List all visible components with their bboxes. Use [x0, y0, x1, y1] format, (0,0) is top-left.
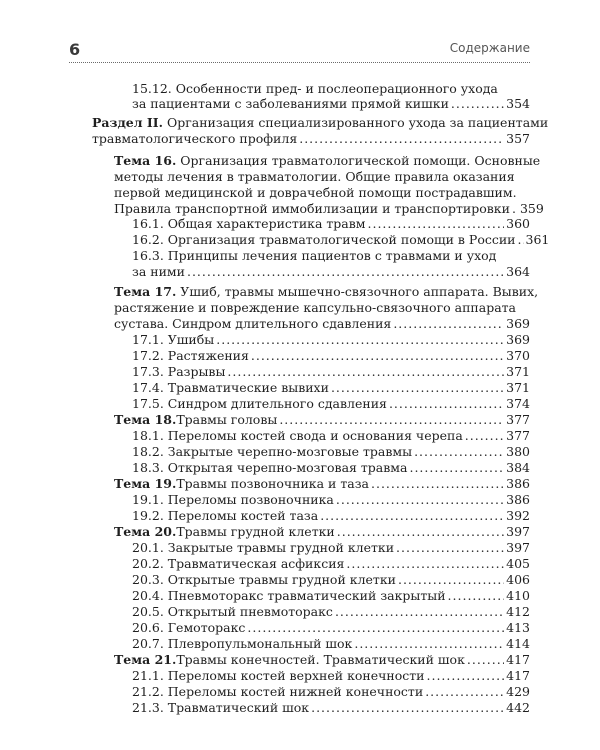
toc-entry[interactable]: 17.1. Ушибы ..... 369	[132, 330, 530, 349]
toc-entry[interactable]: 20.3. Открытые травмы грудной клетки ..... 406	[132, 570, 530, 589]
toc-entry[interactable]: Тема 20. Травмы грудной клетки ..... 397	[114, 522, 530, 541]
toc-page-number: 357	[506, 131, 530, 146]
toc-entry[interactable]: 16.2. Организация травматологической помощи в России ..... 361	[132, 230, 530, 249]
running-header-title: Содержание	[449, 41, 530, 55]
toc-line: 15.12. Особенности пред- и послеоперационного ухода	[132, 81, 498, 96]
toc-entry[interactable]: 21.3. Травматический шок ..... 442	[132, 698, 530, 717]
toc-entry[interactable]: 18.2. Закрытые черепно-мозговые травмы ..... 380	[132, 442, 530, 461]
toc-entry[interactable]: 20.4. Пневмоторакс травматический закрытый ..... 410	[132, 586, 530, 605]
toc-entry[interactable]: за ними ..... 364	[132, 262, 530, 281]
toc-entry[interactable]: 20.7. Плевропульмональный шок ..... 414	[132, 634, 530, 653]
toc-entry[interactable]: 18.1. Переломы костей свода и основания черепа ..... 377	[132, 426, 530, 445]
toc-entry[interactable]: 17.5. Синдром длительного сдавления ..... 374	[132, 394, 530, 413]
toc-entry[interactable]: 18.3. Открытая черепно-мозговая травма ..... 384	[132, 458, 530, 477]
toc-page-number: 359	[519, 201, 544, 216]
toc-entry[interactable]: 17.4. Травматические вывихи ..... 371	[132, 378, 530, 397]
toc-line: растяжение и повреждение капсульно-связочного аппарата	[114, 300, 517, 315]
toc-page-number: 412	[506, 604, 530, 619]
toc-entry[interactable]: 19.2. Переломы костей таза ..... 392	[132, 506, 530, 525]
toc-page-number: 386	[506, 492, 530, 507]
toc-page-number: 354	[506, 96, 530, 111]
leader-dots	[451, 94, 504, 113]
toc-page-number: 371	[506, 380, 530, 395]
toc-line: методы лечения в травматологии. Общие правила оказания	[114, 169, 515, 184]
toc-topic-line: Тема 16. Организация травматологической помощи. Основные	[114, 153, 541, 168]
toc-page-number: 417	[506, 668, 530, 683]
leader-dots	[311, 698, 504, 717]
toc-page-number: 377	[506, 412, 530, 427]
toc-page-number: 413	[506, 620, 530, 635]
toc-page-number: 410	[506, 588, 530, 603]
leader-dots	[518, 230, 524, 249]
toc-page-number: 380	[506, 444, 530, 459]
page-number: 6	[69, 40, 81, 59]
toc-page-number: 384	[506, 460, 530, 475]
toc-entry[interactable]: сустава. Синдром длительного сдавления ..... 369	[114, 314, 530, 333]
toc-page-number: 392	[506, 508, 530, 523]
toc-page-number: 414	[506, 636, 530, 651]
toc-page-number: 417	[506, 652, 530, 667]
toc-entry[interactable]: Тема 19. Травмы позвоночника и таза ..... 386	[114, 474, 530, 493]
toc-page-number: 397	[506, 540, 530, 555]
toc-page-number: 361	[525, 232, 550, 247]
toc-entry[interactable]: 17.2. Растяжения ..... 370	[132, 346, 530, 365]
toc-entry[interactable]: 20.5. Открытый пневмоторакс ..... 412	[132, 602, 530, 621]
toc-page-number: 377	[506, 428, 530, 443]
toc-entry[interactable]: Тема 21. Травмы конечностей. Травматический шок ..... 417	[114, 650, 530, 669]
toc-entry[interactable]: 19.1. Переломы позвоночника ..... 386	[132, 490, 530, 509]
toc-page-number: 370	[506, 348, 530, 363]
toc-entry[interactable]: 20.1. Закрытые травмы грудной клетки ..... 397	[132, 538, 530, 557]
toc-entry[interactable]: 20.2. Травматическая асфиксия ..... 405	[132, 554, 530, 573]
toc-line: 16.3. Принципы лечения пациентов с травмами и уход	[132, 248, 497, 263]
toc-entry[interactable]: за пациентами с заболеваниями прямой кишки ..... 354	[132, 94, 530, 113]
toc-page-number: 429	[506, 684, 530, 699]
toc-page-number: 397	[506, 524, 530, 539]
toc-page-number: 405	[506, 556, 530, 571]
toc-page-number: 442	[506, 700, 530, 715]
toc-entry[interactable]: Правила транспортной иммобилизации и транспортировки ..... 359	[114, 199, 530, 218]
toc-page-number: 369	[506, 316, 530, 331]
toc-entry[interactable]: травматологического профиля ..... 357	[92, 129, 530, 148]
toc-page-number: 360	[506, 216, 530, 231]
toc-page-number: 364	[506, 264, 530, 279]
toc-topic-line: Тема 17. Ушиб, травмы мышечно-связочного аппарата. Вывих,	[114, 284, 539, 299]
leader-dots	[299, 129, 504, 148]
toc-entry[interactable]: 21.1. Переломы костей верхней конечности ..... 417	[132, 666, 530, 685]
toc-page-number: 374	[506, 396, 530, 411]
toc-page-number: 369	[506, 332, 530, 347]
toc-page-number: 371	[506, 364, 530, 379]
leader-dots	[187, 262, 504, 281]
toc-entry[interactable]: Тема 18. Травмы головы ..... 377	[114, 410, 530, 429]
toc-page-number: 386	[506, 476, 530, 491]
toc-entry[interactable]: 21.2. Переломы костей нижней конечности ..... 429	[132, 682, 530, 701]
toc-section-line: Раздел II. Организация специализированного ухода за пациентами	[92, 115, 549, 130]
toc-page-number: 406	[506, 572, 530, 587]
toc-entry[interactable]: 17.3. Разрывы ..... 371	[132, 362, 530, 381]
toc-line: первой медицинской и доврачебной помощи пострадавшим.	[114, 185, 517, 200]
toc-entry[interactable]: 20.6. Гемоторакс ..... 413	[132, 618, 530, 637]
toc-entry[interactable]: 16.1. Общая характеристика травм ..... 360	[132, 214, 530, 233]
